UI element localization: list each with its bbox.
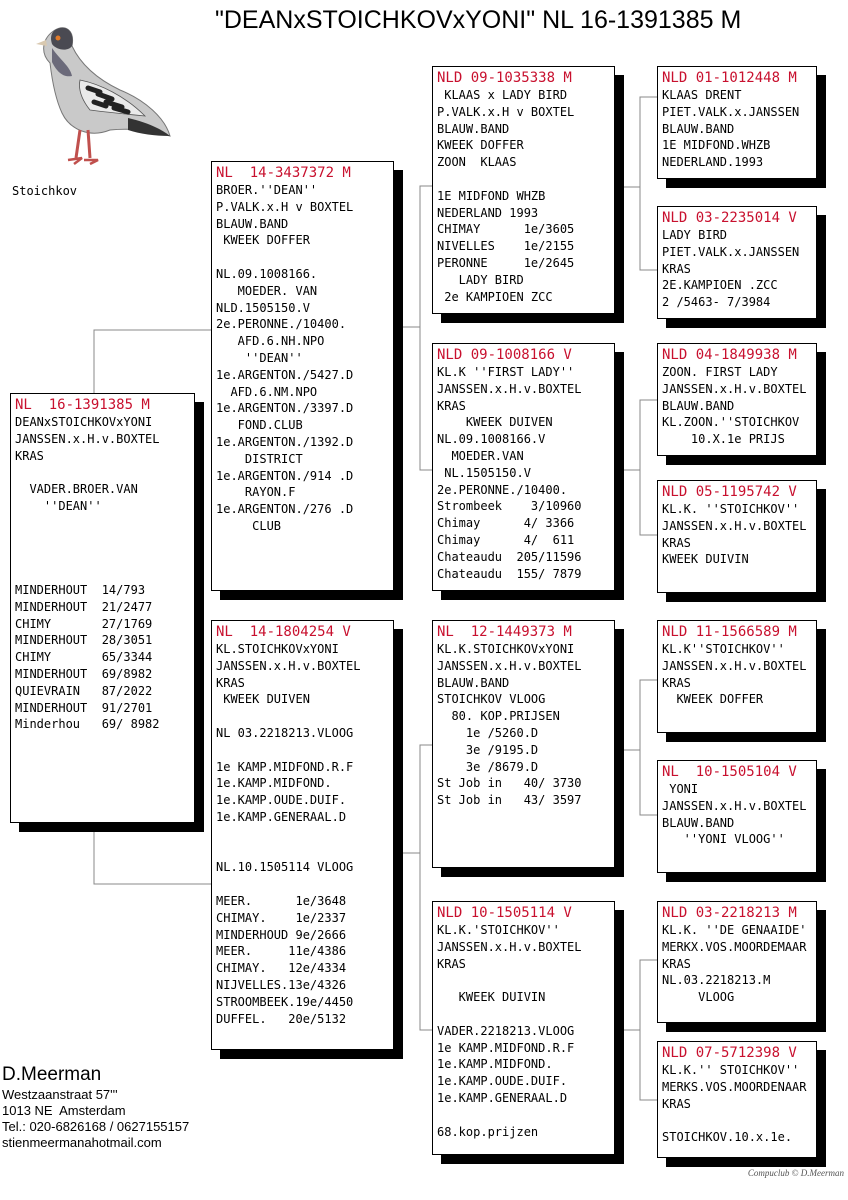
sdd-card: [657, 480, 817, 593]
detail-line: CHIMAY. 1e/2337: [216, 910, 347, 925]
detail-line: BLAUW.BAND: [437, 675, 510, 690]
dam-dam-details: [437, 922, 610, 1140]
detail-line: NEDERLAND.1993: [662, 155, 764, 170]
detail-line: KRAS: [662, 535, 691, 550]
detail-line: MINDERHOUT 91/2701: [15, 700, 153, 715]
dam-sire-details: [437, 641, 610, 809]
subject-card: [10, 393, 195, 823]
detail-line: KL.K''STOICHKOV'': [662, 642, 785, 656]
ddd-card: [657, 1041, 817, 1158]
photo-caption: Stoichkov: [12, 184, 78, 198]
detail-line: BLAUW.BAND: [437, 121, 510, 136]
detail-line: LADY BIRD: [662, 228, 728, 242]
detail-line: MINDERHOUT 69/8982: [15, 666, 153, 681]
detail-line: MINDERHOUT 21/2477: [15, 599, 153, 614]
detail-line: KRAS: [662, 1096, 691, 1111]
detail-line: 1e.KAMP.OUDE.DUIF.: [216, 793, 347, 808]
detail-line: BROER.''DEAN'': [216, 183, 318, 197]
sire-details: [216, 182, 389, 535]
detail-line: [216, 876, 389, 893]
detail-line: 1E MIDFOND WHZB: [437, 188, 546, 203]
detail-line: ''DEAN'': [15, 498, 102, 513]
detail-line: 2e KAMPIOEN ZCC: [437, 289, 553, 304]
detail-line: stienmeermanahotmail.com: [2, 1135, 162, 1150]
detail-line: LADY BIRD: [437, 272, 524, 287]
sire-dam-card: [432, 343, 615, 591]
dds-ring-number: NLD 03-2218213 M: [662, 905, 797, 921]
detail-line: YONI: [662, 782, 699, 796]
detail-line: MINDERHOUT 28/3051: [15, 633, 153, 648]
detail-line: 1e.KAMP.GENERAAL.D: [437, 1090, 568, 1105]
detail-line: DEANxSTOICHKOVxYONI: [15, 415, 153, 429]
detail-line: KL.K ''FIRST LADY'': [437, 365, 575, 379]
detail-line: 1e KAMP.MIDFOND.R.F: [437, 1040, 575, 1055]
detail-line: FOND.CLUB: [216, 418, 303, 433]
detail-line: KWEEK DUIVEN: [216, 692, 310, 707]
owner-contact: [2, 1087, 189, 1151]
detail-line: 1e.KAMP.GENERAAL.D: [216, 809, 347, 824]
detail-line: CHIMY 65/3344: [15, 650, 153, 665]
detail-line: [216, 826, 389, 843]
sss-details: [662, 87, 812, 171]
detail-line: ''DEAN'': [216, 350, 303, 365]
sdd-ring-number: NLD 05-1195742 V: [662, 484, 797, 500]
sire-sire-card: [432, 66, 615, 314]
detail-line: 1e.ARGENTON./276 .D: [216, 502, 354, 517]
detail-line: 2e.PERONNE./10400.: [437, 482, 568, 497]
detail-line: [15, 548, 190, 565]
detail-line: 1e.KAMP.MIDFOND.: [437, 1057, 553, 1072]
detail-line: NL.1505150.V: [437, 465, 531, 480]
pedigree-title: "DEANxSTOICHKOVxYONI" NL 16-1391385 M: [215, 6, 742, 34]
detail-line: CHIMAY. 12e/4334: [216, 961, 347, 976]
detail-line: JANSSEN.x.H.v.BOXTEL: [662, 381, 807, 396]
ddd-details: [662, 1062, 812, 1146]
detail-line: 1E MIDFOND.WHZB: [662, 138, 771, 153]
connector-sire-parents: [400, 186, 432, 470]
detail-line: 1e.KAMP.OUDE.DUIF.: [437, 1074, 568, 1089]
detail-line: BLAUW.BAND: [662, 398, 735, 413]
detail-line: [15, 565, 190, 582]
sds-card: [657, 343, 817, 456]
detail-line: KRAS: [662, 261, 691, 276]
detail-line: KWEEK DUIVIN: [662, 552, 749, 567]
detail-line: P.VALK.x.H v BOXTEL: [216, 199, 354, 214]
sire-card: [211, 161, 394, 591]
detail-line: KWEEK DOFFER: [662, 692, 764, 707]
detail-line: MOEDER.VAN: [437, 448, 524, 463]
detail-line: [15, 464, 190, 481]
detail-line: Minderhou 69/ 8982: [15, 717, 160, 732]
detail-line: DISTRICT: [216, 451, 303, 466]
detail-line: CLUB: [216, 518, 282, 533]
detail-line: BLAUW.BAND: [662, 121, 735, 136]
detail-line: ZOON. FIRST LADY: [662, 365, 778, 379]
subject-details: [15, 414, 190, 733]
detail-line: NLD.1505150.V: [216, 300, 310, 315]
detail-line: KRAS: [216, 675, 245, 690]
dss-card: [657, 620, 817, 733]
detail-line: Chimay 4/ 3366: [437, 516, 575, 531]
sds-ring-number: NLD 04-1849938 M: [662, 347, 797, 363]
detail-line: PERONNE 1e/2645: [437, 255, 575, 270]
dam-sire-ring-number: NL 12-1449373 M: [437, 624, 572, 640]
dam-dam-card: [432, 901, 615, 1155]
ddd-ring-number: NLD 07-5712398 V: [662, 1045, 797, 1061]
detail-line: [15, 532, 190, 549]
detail-line: MINDERHOUD 9e/2666: [216, 927, 347, 942]
dsd-ring-number: NL 10-1505104 V: [662, 764, 797, 780]
detail-line: [662, 1112, 812, 1129]
detail-line: 1e KAMP.MIDFOND.R.F: [216, 759, 354, 774]
detail-line: [437, 1107, 610, 1124]
detail-line: KLAAS DRENT: [662, 88, 742, 102]
detail-line: VADER.2218213.VLOOG: [437, 1023, 575, 1038]
detail-line: JANSSEN.x.H.v.BOXTEL: [662, 798, 807, 813]
detail-line: JANSSEN.x.H.v.BOXTEL: [437, 658, 582, 673]
detail-line: 2e.PERONNE./10400.: [216, 317, 347, 332]
dds-card: [657, 901, 817, 1023]
detail-line: [216, 843, 389, 860]
sire-dam-ring-number: NLD 09-1008166 V: [437, 347, 572, 363]
detail-line: [437, 972, 610, 989]
detail-line: 3e /9195.D: [437, 742, 539, 757]
detail-line: AFD.6.NH.NPO: [216, 334, 325, 349]
detail-line: 2 /5463- 7/3984: [662, 295, 771, 310]
detail-line: BLAUW.BAND: [216, 216, 289, 231]
detail-line: Chimay 4/ 611: [437, 532, 575, 547]
detail-line: MOEDER. VAN: [216, 283, 318, 298]
detail-line: PIET.VALK.x.JANSSEN: [662, 244, 800, 259]
detail-line: St Job in 43/ 3597: [437, 793, 582, 808]
detail-line: [437, 171, 610, 188]
detail-line: 1e /5260.D: [437, 725, 539, 740]
sss-ring-number: NLD 01-1012448 M: [662, 70, 797, 86]
detail-line: KL.ZOON.''STOICHKOV: [662, 415, 800, 430]
detail-line: Chateaudu 155/ 7879: [437, 566, 582, 581]
sire-sire-details: [437, 87, 610, 305]
detail-line: MERKS.VOS.MOORDENAAR: [662, 1079, 807, 1094]
detail-line: 80. KOP.PRIJSEN: [437, 709, 560, 724]
detail-line: St Job in 40/ 3730: [437, 776, 582, 791]
dss-details: [662, 641, 812, 708]
connector-ss-parents: [622, 97, 657, 270]
detail-line: KWEEK DUIVEN: [437, 415, 553, 430]
connector-sd-parents: [622, 400, 657, 535]
detail-line: MEER. 11e/4386: [216, 944, 347, 959]
detail-line: NL.03.2218213.M: [662, 973, 771, 988]
detail-line: NEDERLAND 1993: [437, 205, 539, 220]
detail-line: CHIMY 27/1769: [15, 616, 153, 631]
detail-line: NL 03.2218213.VLOOG: [216, 725, 354, 740]
dam-dam-ring-number: NLD 10-1505114 V: [437, 905, 572, 921]
detail-line: NIJVELLES.13e/4326: [216, 977, 347, 992]
detail-line: Strombeek 3/10960: [437, 499, 582, 514]
ssd-card: [657, 206, 817, 319]
detail-line: JANSSEN.x.H.v.BOXTEL: [437, 939, 582, 954]
detail-line: KL.K.'' STOICHKOV'': [662, 1063, 800, 1077]
detail-line: JANSSEN.x.H.v.BOXTEL: [15, 431, 160, 446]
detail-line: MERKX.VOS.MOORDEMAAR: [662, 939, 807, 954]
detail-line: NL.09.1008166.: [216, 266, 318, 281]
detail-line: KWEEK DOFFER: [437, 138, 524, 153]
ssd-details: [662, 227, 812, 311]
dsd-card: [657, 760, 817, 873]
detail-line: STOICHKOV VLOOG: [437, 692, 546, 707]
detail-line: [15, 515, 190, 532]
ssd-ring-number: NLD 03-2235014 V: [662, 210, 797, 226]
detail-line: KRAS: [662, 956, 691, 971]
detail-line: VLOOG: [662, 990, 735, 1005]
detail-line: KRAS: [437, 956, 466, 971]
detail-line: JANSSEN.x.H.v.BOXTEL: [437, 381, 582, 396]
dss-ring-number: NLD 11-1566589 M: [662, 624, 797, 640]
dam-details: [216, 641, 389, 1027]
detail-line: 1e.ARGENTON./914 .D: [216, 468, 354, 483]
sds-details: [662, 364, 812, 448]
detail-line: NL.10.1505114 VLOOG: [216, 860, 354, 875]
detail-line: KL.K.STOICHKOVxYONI: [437, 642, 575, 656]
subject-ring-number: NL 16-1391385 M: [15, 397, 150, 413]
detail-line: Chateaudu 205/11596: [437, 549, 582, 564]
detail-line: KRAS: [15, 448, 44, 463]
detail-line: ZOON KLAAS: [437, 155, 517, 170]
connector-dam-parents: [400, 745, 432, 1030]
sdd-details: [662, 501, 812, 568]
detail-line: 1e.ARGENTON./5427.D: [216, 367, 354, 382]
footer-credit: Compuclub © D.Meerman: [747, 1168, 844, 1178]
detail-line: MINDERHOUT 14/793: [15, 582, 146, 597]
detail-line: Westzaanstraat 57''': [2, 1087, 118, 1102]
detail-line: MEER. 1e/3648: [216, 893, 347, 908]
dds-details: [662, 922, 812, 1006]
detail-line: NIVELLES 1e/2155: [437, 239, 575, 254]
detail-line: KWEEK DUIVIN: [437, 990, 546, 1005]
detail-line: KRAS: [437, 398, 466, 413]
detail-line: JANSSEN.x.H.v.BOXTEL: [216, 658, 361, 673]
owner-name: D.Meerman: [2, 1064, 102, 1085]
connector-ds-parents: [622, 680, 657, 815]
detail-line: KWEEK DOFFER: [216, 233, 310, 248]
detail-line: QUIEVRAIN 87/2022: [15, 683, 153, 698]
detail-line: PIET.VALK.x.JANSSEN: [662, 104, 800, 119]
dam-ring-number: NL 14-1804254 V: [216, 624, 351, 640]
detail-line: KLAAS x LADY BIRD: [437, 88, 568, 102]
detail-line: KL.K. ''STOICHKOV'': [662, 502, 800, 516]
detail-line: AFD.6.NM.NPO: [216, 384, 318, 399]
detail-line: 68.kop.prijzen: [437, 1124, 539, 1139]
detail-line: 1e.ARGENTON./3397.D: [216, 401, 354, 416]
detail-line: KL.K.'STOICHKOV'': [437, 923, 560, 937]
detail-line: BLAUW.BAND: [662, 815, 735, 830]
detail-line: NL.09.1008166.V: [437, 432, 546, 447]
detail-line: STROOMBEEK.19e/4450: [216, 994, 354, 1009]
detail-line: CHIMAY 1e/3605: [437, 222, 575, 237]
detail-line: 1013 NE Amsterdam: [2, 1103, 126, 1118]
detail-line: 1e.ARGENTON./1392.D: [216, 434, 354, 449]
sire-sire-ring-number: NLD 09-1035338 M: [437, 70, 572, 86]
detail-line: VADER.BROER.VAN: [15, 482, 138, 497]
detail-line: [216, 708, 389, 725]
detail-line: 2E.KAMPIOEN .ZCC: [662, 278, 778, 293]
detail-line: KL.K. ''DE GENAAIDE': [662, 923, 807, 937]
detail-line: ''YONI VLOOG'': [662, 832, 785, 847]
detail-line: KL.STOICHKOVxYONI: [216, 642, 339, 656]
detail-line: Tel.: 020-6826168 / 0627155157: [2, 1119, 190, 1134]
dam-sire-card: [432, 620, 615, 868]
owner-block: [2, 1063, 189, 1151]
detail-line: 10.X.1e PRIJS: [662, 432, 785, 447]
detail-line: 3e /8679.D: [437, 759, 539, 774]
detail-line: [216, 249, 389, 266]
dam-card: [211, 620, 394, 1050]
detail-line: JANSSEN.x.H.v.BOXTEL: [662, 658, 807, 673]
sire-ring-number: NL 14-3437372 M: [216, 165, 351, 181]
connector-dd-parents: [622, 960, 657, 1100]
detail-line: P.VALK.x.H v BOXTEL: [437, 104, 575, 119]
detail-line: [216, 742, 389, 759]
detail-line: STOICHKOV.10.x.1e.: [662, 1130, 793, 1145]
sss-card: [657, 66, 817, 179]
detail-line: KRAS: [662, 675, 691, 690]
detail-line: 1e.KAMP.MIDFOND.: [216, 776, 332, 791]
detail-line: JANSSEN.x.H.v.BOXTEL: [662, 518, 807, 533]
detail-line: [437, 1006, 610, 1023]
detail-line: RAYON.F: [216, 485, 296, 500]
dsd-details: [662, 781, 812, 848]
sire-dam-details: [437, 364, 610, 582]
detail-line: DUFFEL. 20e/5132: [216, 1011, 347, 1026]
